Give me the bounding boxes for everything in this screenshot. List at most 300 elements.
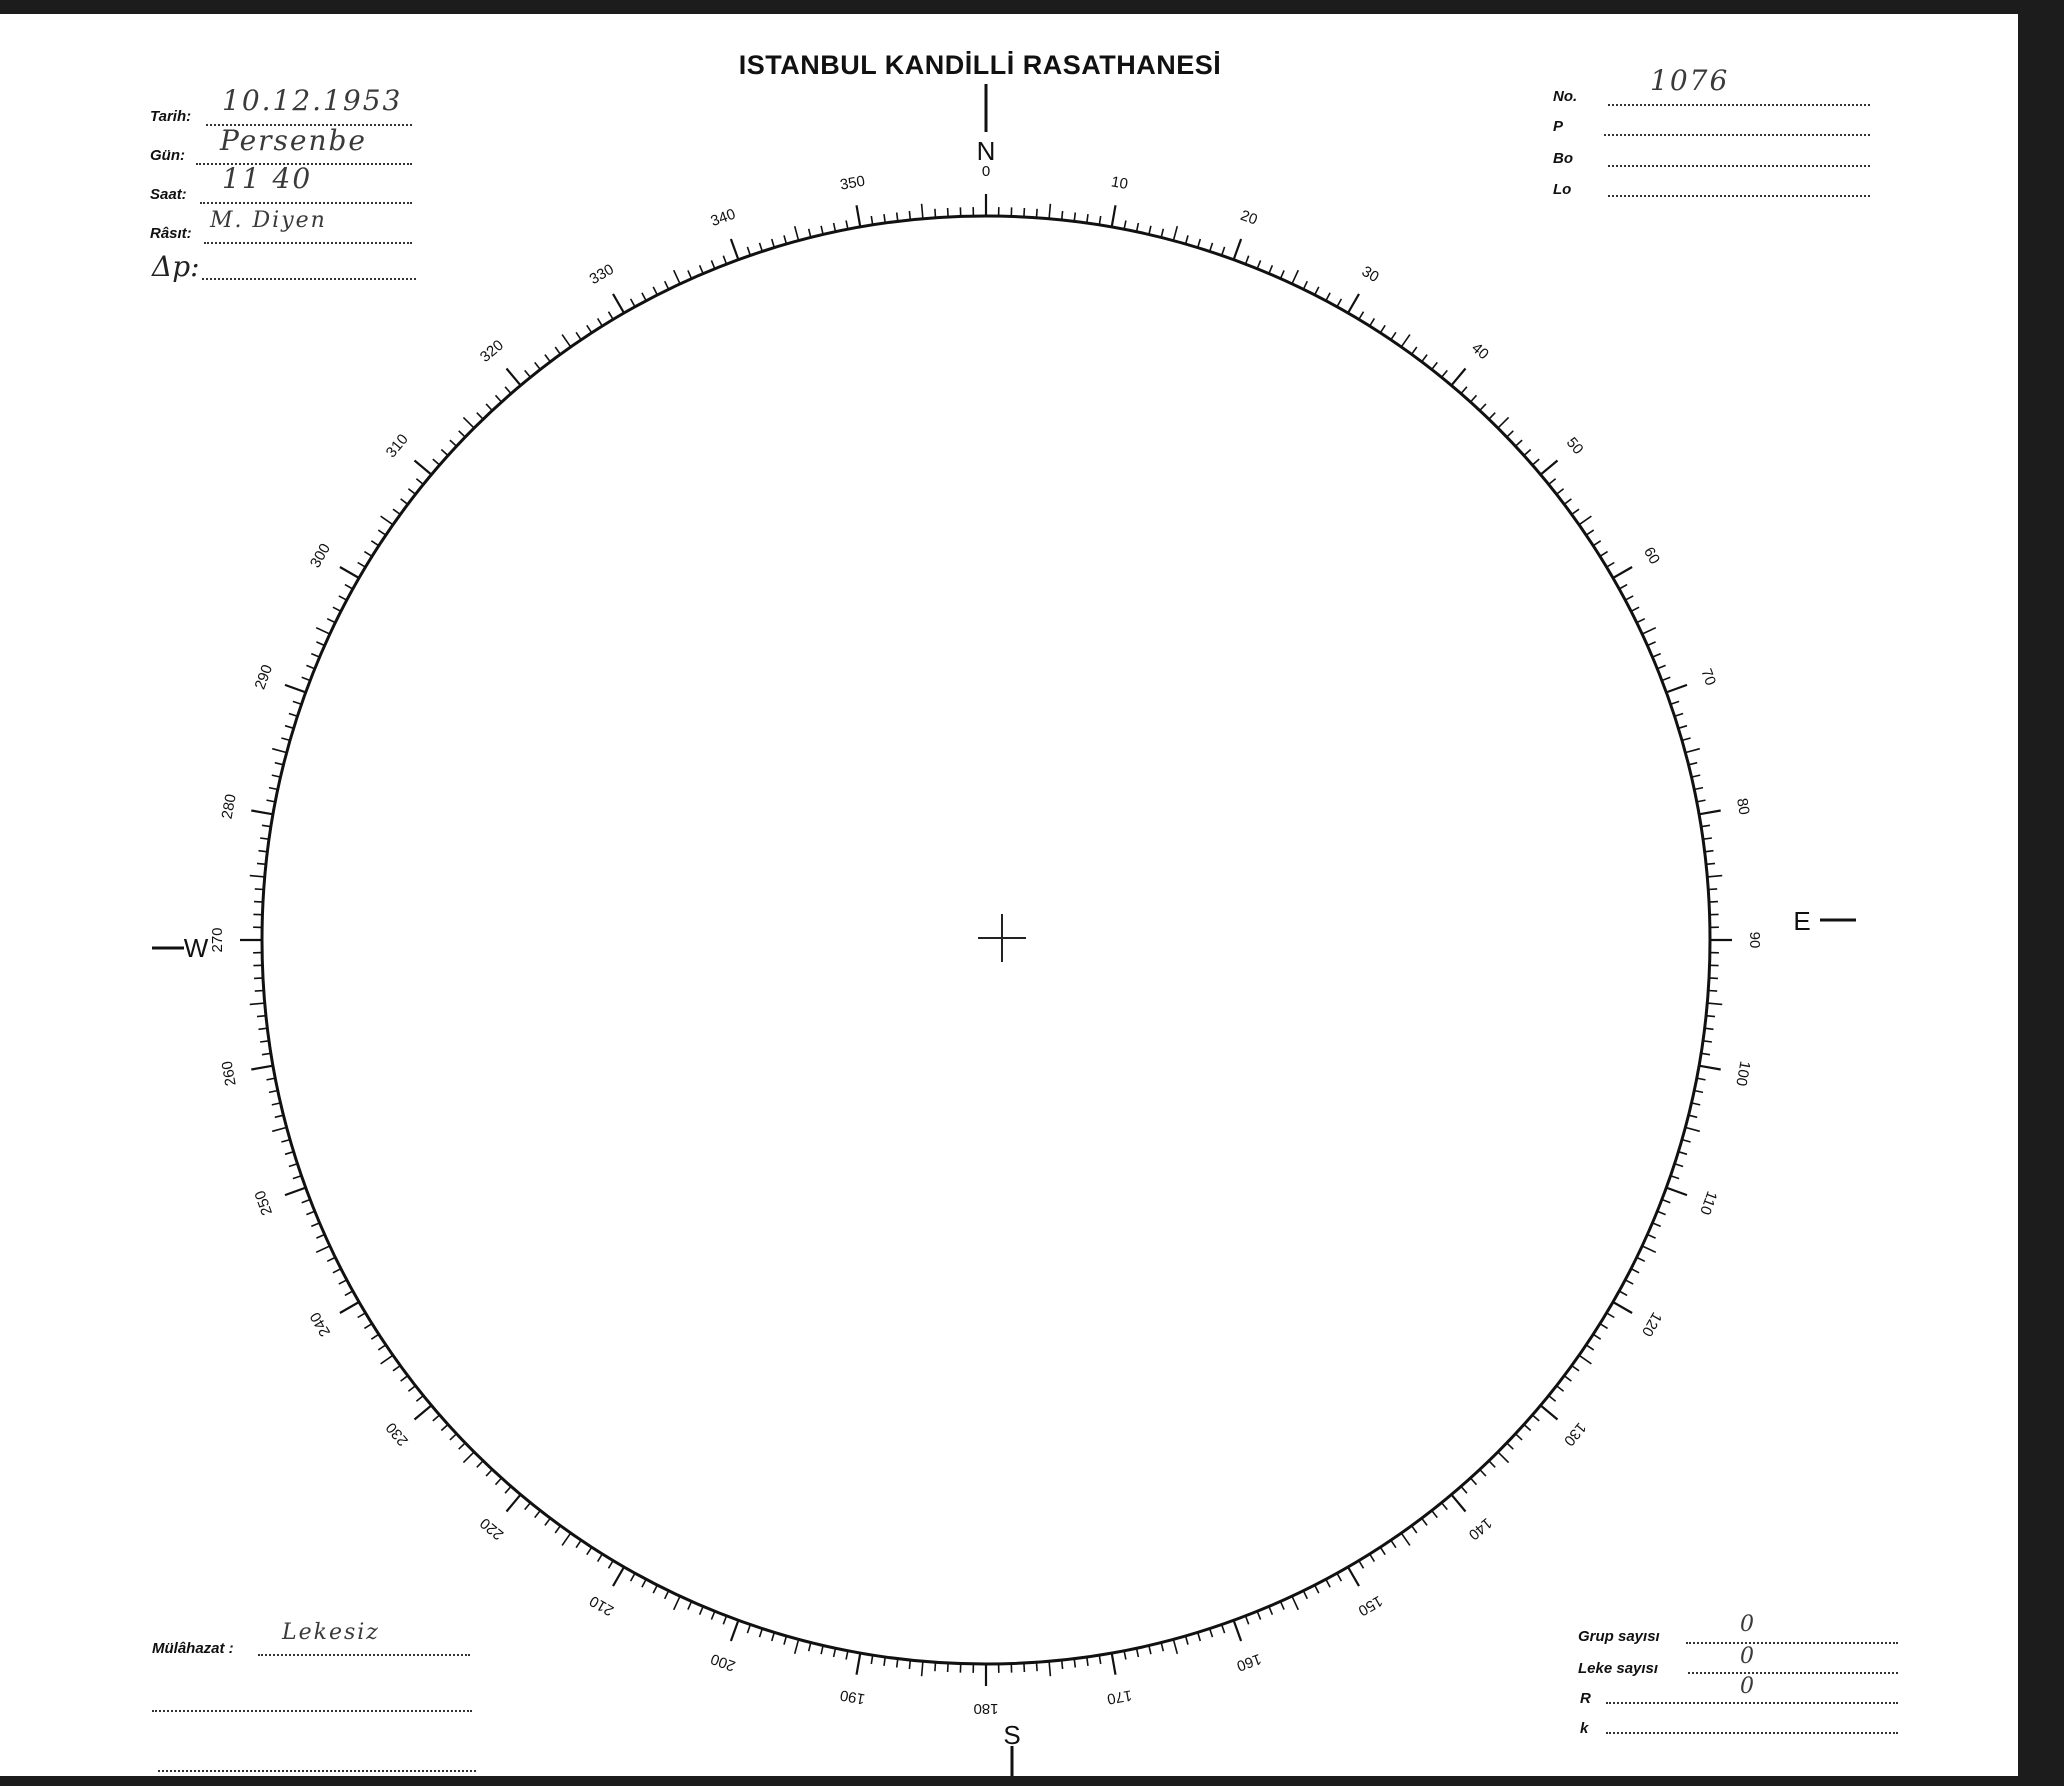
- degree-label-240: 240: [306, 1309, 335, 1340]
- degree-tick: [1524, 450, 1531, 456]
- degree-tick: [1682, 1140, 1691, 1142]
- degree-label-120: 120: [1637, 1309, 1666, 1340]
- degree-label-190: 190: [838, 1686, 867, 1708]
- no-value: 1076: [1650, 64, 1730, 97]
- degree-tick: [1613, 1302, 1632, 1313]
- degree-tick: [809, 1643, 811, 1652]
- degree-label-250: 250: [251, 1188, 277, 1218]
- degree-tick: [1391, 1540, 1396, 1548]
- degree-tick: [1701, 1053, 1710, 1054]
- degree-tick: [259, 1028, 268, 1029]
- degree-tick: [871, 216, 872, 225]
- degree-tick: [1564, 1376, 1571, 1381]
- degree-tick: [1292, 270, 1298, 284]
- degree-label-280: 280: [218, 792, 240, 821]
- degree-tick: [700, 1606, 704, 1614]
- degree-tick: [1112, 205, 1116, 227]
- degree-tick: [408, 489, 415, 495]
- degree-tick: [1691, 775, 1700, 777]
- degree-tick: [507, 1495, 521, 1512]
- degree-tick: [251, 1066, 273, 1070]
- degree-tick: [1099, 216, 1100, 225]
- degree-tick: [1380, 1547, 1385, 1555]
- degree-tick: [834, 223, 836, 232]
- degree-tick: [1062, 1660, 1063, 1669]
- degree-tick: [653, 1585, 657, 1593]
- degree-tick: [259, 851, 268, 852]
- degree-tick: [1442, 1503, 1448, 1510]
- gun-label: Gün:: [150, 147, 185, 164]
- degree-tick: [1625, 596, 1633, 600]
- degree-tick: [371, 541, 379, 546]
- degree-tick: [1303, 281, 1307, 289]
- degree-tick: [1348, 1567, 1359, 1586]
- degree-label-100: 100: [1732, 1059, 1754, 1088]
- gun-value: Persenbe: [220, 124, 368, 157]
- degree-tick: [897, 1659, 898, 1668]
- degree-tick: [306, 1211, 314, 1214]
- degree-tick: [631, 1573, 635, 1581]
- degree-tick: [1709, 978, 1718, 979]
- degree-tick: [1666, 1188, 1687, 1196]
- degree-tick: [285, 1188, 306, 1196]
- degree-tick: [1607, 563, 1615, 568]
- degree-tick: [1234, 239, 1242, 260]
- degree-tick: [272, 749, 287, 753]
- degree-tick: [1532, 459, 1539, 465]
- degree-tick: [459, 1443, 466, 1449]
- degree-label-130: 130: [1560, 1418, 1590, 1450]
- degree-tick: [1647, 1235, 1655, 1239]
- degree-tick: [1422, 1518, 1427, 1525]
- r-label: R: [1580, 1690, 1591, 1707]
- degree-tick: [378, 1345, 386, 1350]
- degree-label-80: 80: [1733, 796, 1753, 817]
- degree-label-200: 200: [708, 1649, 738, 1675]
- degree-tick: [1671, 1176, 1680, 1179]
- degree-tick: [935, 1662, 936, 1671]
- degree-tick: [281, 1140, 290, 1142]
- degree-tick: [1124, 1651, 1126, 1660]
- grup-label: Grup sayısı: [1578, 1628, 1660, 1645]
- degree-tick: [1198, 239, 1201, 248]
- degree-tick: [1675, 1164, 1684, 1167]
- degree-tick: [1269, 265, 1273, 273]
- degree-tick: [1246, 256, 1249, 264]
- degree-tick: [642, 1579, 646, 1587]
- degree-label-20: 20: [1238, 206, 1260, 229]
- degree-tick: [316, 1246, 330, 1252]
- degree-tick: [289, 714, 298, 717]
- degree-tick: [1210, 1629, 1213, 1638]
- degree-tick: [1516, 440, 1523, 446]
- degree-tick: [613, 1567, 624, 1586]
- degree-tick: [1557, 1386, 1564, 1392]
- degree-tick: [1697, 800, 1706, 802]
- degree-tick: [316, 1235, 324, 1239]
- degree-tick: [731, 1620, 739, 1641]
- degree-tick: [747, 1625, 750, 1634]
- degree-tick: [1037, 1662, 1038, 1671]
- degree-tick: [327, 1257, 335, 1261]
- degree-tick: [1315, 1585, 1319, 1593]
- saat-value: 11 40: [222, 162, 313, 195]
- degree-tick: [285, 726, 294, 729]
- degree-label-340: 340: [708, 205, 738, 231]
- sun-disk-compass: [0, 14, 2018, 1776]
- degree-tick: [415, 1405, 432, 1419]
- degree-label-170: 170: [1105, 1686, 1134, 1708]
- degree-tick: [1532, 1415, 1539, 1421]
- degree-tick: [1600, 552, 1608, 557]
- degree-tick: [401, 499, 408, 504]
- degree-tick: [609, 312, 614, 320]
- degree-tick: [1359, 1561, 1364, 1569]
- degree-tick: [1222, 1625, 1225, 1634]
- degree-label-140: 140: [1464, 1514, 1496, 1544]
- degree-tick: [1662, 1200, 1670, 1203]
- degree-tick: [450, 440, 457, 446]
- degree-tick: [1432, 1511, 1438, 1518]
- degree-tick: [1099, 1655, 1100, 1664]
- leke-label: Leke sayısı: [1578, 1660, 1659, 1677]
- degree-tick: [909, 1660, 910, 1669]
- degree-tick: [364, 552, 372, 557]
- degree-tick: [1451, 369, 1465, 386]
- degree-tick: [381, 1355, 393, 1364]
- degree-label-10: 10: [1109, 173, 1130, 193]
- degree-tick: [1401, 335, 1410, 347]
- degree-tick: [1337, 299, 1341, 307]
- degree-tick: [293, 701, 302, 704]
- p-label: P: [1553, 118, 1564, 135]
- degree-label-330: 330: [586, 260, 617, 289]
- k-label: k: [1580, 1720, 1589, 1737]
- degree-tick: [1619, 1291, 1627, 1295]
- degree-tick: [1572, 1366, 1579, 1371]
- degree-tick: [784, 235, 786, 244]
- degree-tick: [441, 450, 448, 456]
- degree-tick: [821, 1645, 823, 1654]
- degree-tick: [609, 1561, 614, 1569]
- degree-tick: [1461, 1486, 1467, 1493]
- degree-tick: [1694, 788, 1703, 790]
- degree-tick: [1657, 665, 1665, 668]
- lo-label: Lo: [1553, 181, 1572, 198]
- degree-ticks: [240, 194, 1732, 1686]
- degree-tick: [846, 221, 848, 230]
- tarih-label: Tarih:: [150, 108, 192, 125]
- degree-tick: [316, 628, 330, 634]
- degree-tick: [1593, 541, 1601, 546]
- degree-tick: [857, 1653, 861, 1675]
- degree-tick: [1326, 293, 1330, 301]
- degree-tick: [415, 461, 432, 475]
- degree-tick: [1600, 1324, 1608, 1329]
- degree-label-230: 230: [382, 1418, 412, 1450]
- degree-label-260: 260: [218, 1059, 240, 1088]
- degree-tick: [613, 294, 624, 313]
- degree-tick: [1689, 1115, 1698, 1117]
- degree-tick: [450, 1434, 457, 1440]
- degree-tick: [281, 738, 290, 740]
- degree-tick: [555, 347, 560, 354]
- degree-tick: [1572, 509, 1579, 514]
- degree-tick: [393, 509, 400, 514]
- degree-tick: [1507, 1443, 1514, 1449]
- degree-tick: [275, 763, 284, 765]
- degree-tick: [1037, 209, 1038, 218]
- degree-tick: [909, 211, 910, 220]
- degree-tick: [1705, 1028, 1714, 1029]
- degree-tick: [1471, 1478, 1477, 1485]
- degree-tick: [477, 413, 483, 420]
- degree-tick: [463, 417, 474, 428]
- degree-tick: [267, 1078, 276, 1080]
- degree-tick: [416, 479, 423, 485]
- degree-tick: [1625, 1280, 1633, 1284]
- disk-outline: [262, 216, 1710, 1664]
- degree-tick: [1337, 1573, 1341, 1581]
- degree-tick: [1671, 701, 1680, 704]
- degree-tick: [371, 1334, 379, 1339]
- degree-tick: [1149, 226, 1151, 235]
- degree-tick: [1074, 213, 1075, 222]
- degree-tick: [525, 370, 531, 377]
- degree-tick: [251, 811, 273, 815]
- degree-tick: [1631, 1269, 1639, 1273]
- degree-tick: [1489, 1461, 1495, 1468]
- degree-tick: [381, 516, 393, 525]
- observation-sheet: [0, 14, 2018, 1776]
- degree-tick: [254, 902, 263, 903]
- degree-tick: [1631, 607, 1639, 611]
- degree-tick: [1161, 229, 1163, 238]
- degree-tick: [339, 1280, 347, 1284]
- degree-tick: [1210, 243, 1213, 252]
- degree-tick: [1370, 1554, 1375, 1562]
- degree-tick: [272, 775, 281, 777]
- degree-tick: [1637, 1257, 1645, 1261]
- north-label: N: [976, 136, 996, 166]
- degree-tick: [1124, 221, 1126, 230]
- degree-label-310: 310: [382, 430, 412, 462]
- degree-tick: [857, 205, 861, 227]
- degree-tick: [795, 226, 799, 241]
- degree-tick: [275, 1115, 284, 1117]
- degree-tick: [1652, 654, 1660, 658]
- degree-tick: [731, 239, 739, 260]
- degree-tick: [1137, 1648, 1139, 1657]
- leke-value: 0: [1740, 1644, 1756, 1669]
- degree-tick: [747, 247, 750, 256]
- degree-label-300: 300: [306, 540, 335, 571]
- degree-label-70: 70: [1697, 666, 1720, 688]
- degree-tick: [760, 243, 763, 252]
- tarih-value: 10.12.1953: [222, 84, 403, 117]
- degree-tick: [897, 213, 898, 222]
- degree-label-160: 160: [1234, 1649, 1264, 1675]
- degree-tick: [378, 530, 386, 535]
- degree-tick: [289, 1164, 298, 1167]
- degree-tick: [302, 1200, 310, 1203]
- degree-tick: [1586, 530, 1594, 535]
- degree-tick: [1257, 260, 1260, 268]
- rasit-value: M. Diyen: [210, 208, 327, 233]
- degree-tick: [525, 1503, 531, 1510]
- degree-tick: [1222, 247, 1225, 256]
- degree-tick: [311, 654, 319, 658]
- degree-tick: [364, 1324, 372, 1329]
- degree-tick: [1682, 738, 1691, 740]
- degree-tick: [1315, 287, 1319, 295]
- degree-tick: [1642, 628, 1656, 634]
- degree-tick: [1708, 991, 1717, 992]
- no-label: No.: [1553, 88, 1578, 105]
- degree-tick: [1675, 714, 1684, 717]
- degree-tick: [834, 1648, 836, 1657]
- degree-tick: [688, 270, 692, 278]
- degree-tick: [809, 229, 811, 238]
- degree-tick: [1699, 811, 1721, 815]
- degree-tick: [1062, 211, 1063, 220]
- degree-tick: [688, 1601, 692, 1609]
- degree-tick: [1461, 387, 1467, 394]
- degree-tick: [1701, 825, 1710, 826]
- degree-tick: [1442, 370, 1448, 377]
- degree-tick: [1586, 1345, 1594, 1350]
- degree-tick: [345, 1291, 353, 1295]
- rasit-label: Râsıt:: [150, 225, 192, 242]
- degree-tick: [267, 800, 276, 802]
- degree-tick: [1709, 902, 1718, 903]
- degree-tick: [1642, 1246, 1656, 1252]
- degree-label-350: 350: [838, 172, 867, 194]
- degree-tick: [507, 369, 521, 386]
- degree-tick: [254, 978, 263, 979]
- degree-tick: [1498, 1452, 1509, 1463]
- mulahazat-value: Lekesiz: [282, 1620, 380, 1645]
- degree-tick: [311, 1223, 319, 1227]
- degree-tick: [1666, 685, 1687, 693]
- degree-tick: [269, 788, 278, 790]
- degree-tick: [1292, 1596, 1298, 1610]
- degree-tick: [1087, 1657, 1088, 1666]
- east-label: E: [1793, 906, 1811, 936]
- degree-tick: [1380, 325, 1385, 333]
- degree-tick: [1691, 1103, 1700, 1105]
- degree-tick: [306, 665, 314, 668]
- degree-tick: [1348, 294, 1359, 313]
- degree-tick: [345, 585, 353, 589]
- degree-tick: [358, 563, 366, 568]
- degree-tick: [340, 567, 359, 578]
- degree-tick: [922, 204, 923, 219]
- degree-label-40: 40: [1468, 339, 1492, 364]
- degree-tick: [1359, 312, 1364, 320]
- degree-tick: [393, 1366, 400, 1371]
- degree-tick: [1637, 619, 1645, 623]
- degree-tick: [1541, 461, 1558, 475]
- degree-tick: [598, 1554, 603, 1562]
- degree-tick: [642, 293, 646, 301]
- degree-tick: [1541, 1405, 1558, 1419]
- degree-tick: [1557, 489, 1564, 495]
- degree-tick: [1507, 431, 1514, 437]
- degree-tick: [250, 1003, 265, 1004]
- degree-tick: [555, 1526, 560, 1533]
- degree-tick: [416, 1396, 423, 1402]
- degree-tick: [302, 677, 310, 680]
- degree-tick: [545, 355, 550, 362]
- degree-tick: [1694, 1091, 1703, 1093]
- degree-tick: [333, 607, 341, 611]
- degree-tick: [1707, 1003, 1722, 1004]
- degree-tick: [711, 1611, 714, 1619]
- degree-tick: [1422, 355, 1427, 362]
- west-label: W: [183, 933, 209, 963]
- degree-tick: [358, 1313, 366, 1318]
- degree-tick: [505, 1486, 511, 1493]
- degree-tick: [1689, 763, 1698, 765]
- degree-tick: [1326, 1579, 1330, 1587]
- degree-tick: [587, 1547, 592, 1555]
- degree-tick: [1412, 1526, 1417, 1533]
- degree-tick: [1257, 1611, 1260, 1619]
- degree-tick: [496, 395, 502, 402]
- degree-label-290: 290: [251, 662, 277, 692]
- degree-tick: [922, 1661, 923, 1676]
- degree-tick: [1607, 1313, 1615, 1318]
- degree-tick: [1613, 567, 1632, 578]
- degree-tick: [562, 335, 571, 347]
- degree-tick: [1489, 413, 1495, 420]
- degree-tick: [1246, 1616, 1249, 1624]
- degree-tick: [1652, 1223, 1660, 1227]
- degree-tick: [884, 1657, 885, 1666]
- degree-tick: [1516, 1434, 1523, 1440]
- degree-tick: [760, 1629, 763, 1638]
- degree-tick: [665, 1591, 669, 1599]
- degree-tick: [1451, 1495, 1465, 1512]
- degree-label-270: 270: [208, 927, 226, 953]
- degree-tick: [463, 1452, 474, 1463]
- degree-label-60: 60: [1640, 544, 1664, 568]
- degree-tick: [1662, 677, 1670, 680]
- degree-tick: [1370, 318, 1375, 326]
- degree-tick: [1401, 1533, 1410, 1545]
- degree-tick: [1024, 1663, 1025, 1672]
- degree-tick: [884, 214, 885, 223]
- r-value: 0: [1740, 1674, 1756, 1699]
- degree-tick: [821, 226, 823, 235]
- degree-tick: [1281, 270, 1285, 278]
- degree-tick: [257, 863, 266, 864]
- degree-tick: [1706, 863, 1715, 864]
- degree-tick: [653, 287, 657, 295]
- degree-label-320: 320: [476, 336, 508, 366]
- degree-tick: [1703, 838, 1712, 839]
- degree-tick: [871, 1655, 872, 1664]
- degree-tick: [1303, 1591, 1307, 1599]
- degree-tick: [340, 1302, 359, 1313]
- degree-tick: [1149, 1645, 1151, 1654]
- degree-tick: [1412, 347, 1417, 354]
- degree-tick: [1706, 1016, 1715, 1017]
- degree-tick: [587, 325, 592, 333]
- degree-labels: [209, 163, 1763, 1717]
- degree-tick: [1579, 1355, 1591, 1364]
